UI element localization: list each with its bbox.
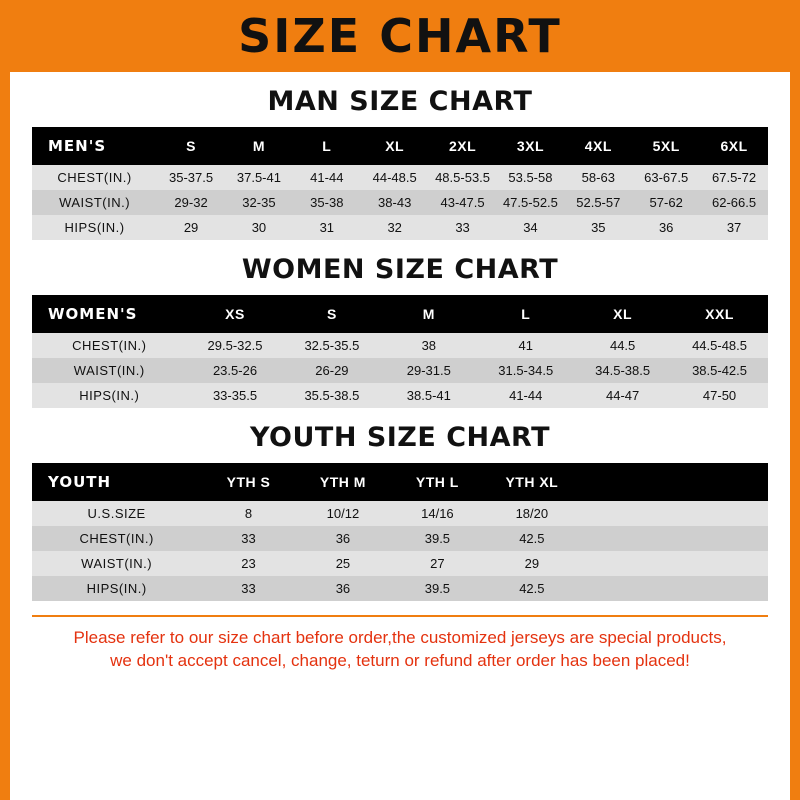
youth-cell-0-3: 18/20 bbox=[485, 501, 579, 526]
men-cell-1-8: 62-66.5 bbox=[700, 190, 768, 215]
section-title-youth: YOUTH SIZE CHART bbox=[249, 422, 551, 453]
women-cell-1-0: 23.5-26 bbox=[187, 358, 284, 383]
table-row bbox=[32, 501, 768, 526]
women-cell-2-2: 38.5-41 bbox=[380, 383, 477, 408]
women-col-0: XS bbox=[187, 295, 284, 333]
men-col-0: S bbox=[157, 127, 225, 165]
youth-col-0: YTH S bbox=[201, 463, 295, 501]
youth-cell-3-1: 36 bbox=[296, 576, 390, 601]
men-cell-2-4: 33 bbox=[429, 215, 497, 240]
women-cell-0-0: 29.5-32.5 bbox=[187, 333, 284, 358]
youth-cell-2-4 bbox=[579, 551, 673, 576]
men-table-head bbox=[32, 127, 768, 165]
men-cell-2-7: 36 bbox=[632, 215, 700, 240]
table-row bbox=[32, 383, 768, 408]
women-cell-0-3: 41 bbox=[477, 333, 574, 358]
men-cell-0-6: 58-63 bbox=[564, 165, 632, 190]
men-col-1: M bbox=[225, 127, 293, 165]
youth-row-label-0: U.S.SIZE bbox=[32, 501, 201, 526]
women-cell-1-2: 29-31.5 bbox=[380, 358, 477, 383]
youth-cell-2-2: 27 bbox=[390, 551, 484, 576]
youth-col-5 bbox=[674, 463, 768, 501]
youth-cell-0-5 bbox=[674, 501, 768, 526]
men-cell-1-2: 35-38 bbox=[293, 190, 361, 215]
men-cell-0-1: 37.5-41 bbox=[225, 165, 293, 190]
men-table-body bbox=[32, 165, 768, 240]
women-table-corner: WOMEN'S bbox=[32, 295, 187, 333]
men-size-table bbox=[32, 127, 768, 240]
table-row bbox=[32, 526, 768, 551]
men-row-label-2: HIPS(IN.) bbox=[32, 215, 157, 240]
section-title-men: MAN SIZE CHART bbox=[267, 86, 533, 117]
women-cell-0-4: 44.5 bbox=[574, 333, 671, 358]
women-cell-2-5: 47-50 bbox=[671, 383, 768, 408]
men-cell-0-5: 53.5-58 bbox=[496, 165, 564, 190]
men-col-5: 3XL bbox=[496, 127, 564, 165]
men-cell-0-7: 63-67.5 bbox=[632, 165, 700, 190]
men-cell-0-8: 67.5-72 bbox=[700, 165, 768, 190]
men-col-4: 2XL bbox=[429, 127, 497, 165]
men-row-label-1: WAIST(IN.) bbox=[32, 190, 157, 215]
youth-cell-1-0: 33 bbox=[201, 526, 295, 551]
chart-content bbox=[10, 86, 790, 673]
table-row bbox=[32, 576, 768, 601]
women-row-label-2: HIPS(IN.) bbox=[32, 383, 187, 408]
youth-cell-1-1: 36 bbox=[296, 526, 390, 551]
men-cell-2-5: 34 bbox=[496, 215, 564, 240]
women-cell-1-1: 26-29 bbox=[283, 358, 380, 383]
youth-cell-1-2: 39.5 bbox=[390, 526, 484, 551]
youth-cell-1-3: 42.5 bbox=[485, 526, 579, 551]
men-cell-0-0: 35-37.5 bbox=[157, 165, 225, 190]
men-col-7: 5XL bbox=[632, 127, 700, 165]
youth-row-label-3: HIPS(IN.) bbox=[32, 576, 201, 601]
women-cell-2-3: 41-44 bbox=[477, 383, 574, 408]
women-cell-2-0: 33-35.5 bbox=[187, 383, 284, 408]
men-col-3: XL bbox=[361, 127, 429, 165]
youth-cell-3-4 bbox=[579, 576, 673, 601]
women-cell-2-1: 35.5-38.5 bbox=[283, 383, 380, 408]
women-cell-0-5: 44.5-48.5 bbox=[671, 333, 768, 358]
youth-cell-0-4 bbox=[579, 501, 673, 526]
footer-note-line-2: we don't accept cancel, change, teturn or refund after order has been placed! bbox=[110, 650, 690, 670]
men-cell-2-1: 30 bbox=[225, 215, 293, 240]
page-banner bbox=[0, 0, 800, 72]
youth-cell-2-5 bbox=[674, 551, 768, 576]
youth-cell-3-3: 42.5 bbox=[485, 576, 579, 601]
women-col-1: S bbox=[283, 295, 380, 333]
youth-table-head bbox=[32, 463, 768, 501]
youth-col-2: YTH L bbox=[390, 463, 484, 501]
table-row bbox=[32, 190, 768, 215]
men-cell-1-1: 32-35 bbox=[225, 190, 293, 215]
youth-cell-0-0: 8 bbox=[201, 501, 295, 526]
youth-cell-3-2: 39.5 bbox=[390, 576, 484, 601]
table-header-row bbox=[32, 295, 768, 333]
youth-cell-1-5 bbox=[674, 526, 768, 551]
page-title: SIZE CHART bbox=[238, 9, 562, 63]
women-cell-1-3: 31.5-34.5 bbox=[477, 358, 574, 383]
women-table-body bbox=[32, 333, 768, 408]
women-row-label-1: WAIST(IN.) bbox=[32, 358, 187, 383]
footer-note-line-1: Please refer to our size chart before order,the customized jerseys are special products, bbox=[73, 628, 727, 647]
men-cell-1-4: 43-47.5 bbox=[429, 190, 497, 215]
men-cell-1-3: 38-43 bbox=[361, 190, 429, 215]
men-cell-1-6: 52.5-57 bbox=[564, 190, 632, 215]
men-table-corner: MEN'S bbox=[32, 127, 157, 165]
men-cell-2-2: 31 bbox=[293, 215, 361, 240]
men-col-8: 6XL bbox=[700, 127, 768, 165]
men-cell-0-3: 44-48.5 bbox=[361, 165, 429, 190]
women-cell-0-1: 32.5-35.5 bbox=[283, 333, 380, 358]
youth-row-label-2: WAIST(IN.) bbox=[32, 551, 201, 576]
women-size-table bbox=[32, 295, 768, 408]
men-cell-2-0: 29 bbox=[157, 215, 225, 240]
men-cell-2-6: 35 bbox=[564, 215, 632, 240]
women-cell-2-4: 44-47 bbox=[574, 383, 671, 408]
youth-table-corner: YOUTH bbox=[32, 463, 201, 501]
youth-row-label-1: CHEST(IN.) bbox=[32, 526, 201, 551]
women-cell-1-4: 34.5-38.5 bbox=[574, 358, 671, 383]
table-header-row bbox=[32, 463, 768, 501]
youth-cell-2-1: 25 bbox=[296, 551, 390, 576]
youth-cell-1-4 bbox=[579, 526, 673, 551]
women-col-5: XXL bbox=[671, 295, 768, 333]
youth-cell-2-3: 29 bbox=[485, 551, 579, 576]
youth-cell-3-0: 33 bbox=[201, 576, 295, 601]
table-row bbox=[32, 551, 768, 576]
women-col-4: XL bbox=[574, 295, 671, 333]
youth-cell-0-1: 10/12 bbox=[296, 501, 390, 526]
men-cell-1-0: 29-32 bbox=[157, 190, 225, 215]
women-row-label-0: CHEST(IN.) bbox=[32, 333, 187, 358]
table-header-row bbox=[32, 127, 768, 165]
men-cell-2-8: 37 bbox=[700, 215, 768, 240]
women-cell-0-2: 38 bbox=[380, 333, 477, 358]
men-row-label-0: CHEST(IN.) bbox=[32, 165, 157, 190]
youth-col-3: YTH XL bbox=[485, 463, 579, 501]
youth-cell-2-0: 23 bbox=[201, 551, 295, 576]
youth-col-1: YTH M bbox=[296, 463, 390, 501]
youth-size-table bbox=[32, 463, 768, 601]
table-row bbox=[32, 358, 768, 383]
men-cell-0-2: 41-44 bbox=[293, 165, 361, 190]
women-table-head bbox=[32, 295, 768, 333]
table-row bbox=[32, 165, 768, 190]
footer-note bbox=[32, 615, 768, 673]
women-col-2: M bbox=[380, 295, 477, 333]
youth-col-4 bbox=[579, 463, 673, 501]
youth-cell-3-5 bbox=[674, 576, 768, 601]
men-cell-1-5: 47.5-52.5 bbox=[496, 190, 564, 215]
youth-cell-0-2: 14/16 bbox=[390, 501, 484, 526]
section-title-women: WOMEN SIZE CHART bbox=[241, 254, 559, 285]
women-cell-1-5: 38.5-42.5 bbox=[671, 358, 768, 383]
men-cell-2-3: 32 bbox=[361, 215, 429, 240]
men-cell-1-7: 57-62 bbox=[632, 190, 700, 215]
youth-table-body bbox=[32, 501, 768, 601]
women-col-3: L bbox=[477, 295, 574, 333]
men-col-6: 4XL bbox=[564, 127, 632, 165]
table-row bbox=[32, 215, 768, 240]
men-cell-0-4: 48.5-53.5 bbox=[429, 165, 497, 190]
table-row bbox=[32, 333, 768, 358]
men-col-2: L bbox=[293, 127, 361, 165]
